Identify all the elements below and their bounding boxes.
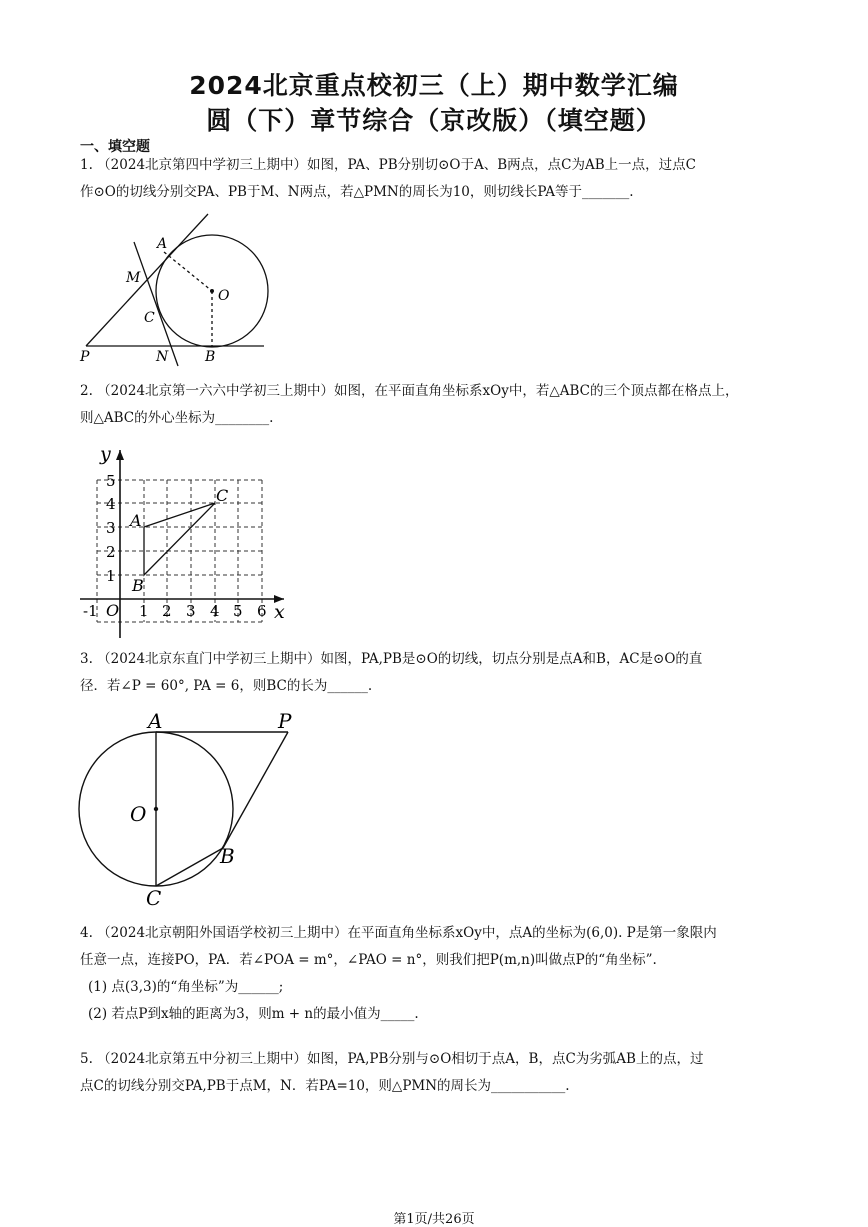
question-5 [80,1046,792,1100]
label-b: B [205,349,216,365]
origin-label: O [106,601,120,620]
radius-oa [164,252,212,291]
x-tick-label: 3 [186,602,196,620]
x-tick-label: 6 [257,602,267,620]
label-a: A [148,709,163,733]
question-3-line1: 3. （2024北京东直门中学初三上期中）如图，PA,PB是⊙O的切线，切点分别是点A和B，AC是⊙O的直 [80,651,703,667]
label-a: A [157,236,168,252]
question-1-line1: 1. （2024北京第四中学初三上期中）如图，PA、PB分别切⊙O于A、B两点，点C为AB上一点，过点C [80,157,697,173]
question-4 [80,920,792,1028]
question-1-line2: 作⊙O的切线分别交PA、PB于M、N两点，若△PMN的周长为10，则切线长PA等于_______. [80,184,634,200]
triangle-abc [144,503,215,575]
section-heading: 一、填空题 [80,139,150,155]
question-3-line2: 径．若∠P = 60°, PA = 6，则BC的长为______. [80,678,373,694]
x-tick-label: -1 [83,602,98,620]
question-4-part1: (1) 点(3,3)的“角坐标”为______; [88,979,284,995]
tangent-mn [134,242,178,366]
y-tick-label: 3 [106,519,116,537]
label-p: P [80,349,90,365]
question-4-line1: 4. （2024北京朝阳外国语学校初三上期中）在平面直角坐标系xOy中，点A的坐标为(6,0). P是第一象限内 [80,925,717,941]
question-1 [80,152,792,206]
point-a-label: A [130,511,142,530]
question-2 [80,378,792,432]
question-2-line2: 则△ABC的外心坐标为________. [80,410,274,426]
x-tick-label: 5 [233,602,243,620]
figure-3-tangent-diameter [78,708,308,908]
label-o: O [218,288,230,304]
x-tick-label: 4 [210,602,220,620]
question-4-part2: (2) 若点P到x轴的距离为3，则m + n的最小值为_____. [88,1006,419,1022]
center-point-o [210,289,214,293]
point-c-label: C [216,486,229,505]
document-title-line2: 圆（下）章节综合（京改版）（填空题） [206,106,662,135]
y-tick-label: 5 [106,472,116,490]
axis-y-label: y [100,443,111,465]
y-tick-label: 4 [106,495,116,513]
document-title-line1: 2024北京重点校初三（上）期中数学汇编 [189,71,679,100]
label-o: O [130,802,147,826]
label-p: P [278,709,292,733]
label-b: B [220,844,235,868]
figure-1-tangent-diagram [78,210,278,366]
center-point-o [154,807,158,811]
y-tick-label: 2 [106,543,116,561]
figure-2-coordinate-grid [78,442,298,642]
page-footer: 第1页/共26页 [393,1212,475,1227]
question-5-line1: 5. （2024北京第五中分初三上期中）如图，PA,PB分别与⊙O相切于点A，B，点C为劣弧AB上的点，过 [80,1051,704,1067]
axis-x-label: x [274,601,285,623]
tangent-pb [223,732,288,848]
grid-lines [97,480,262,622]
label-c: C [146,886,162,910]
x-tick-label: 2 [162,602,172,620]
label-n: N [156,349,169,365]
y-tick-labels [106,472,116,585]
y-tick-label: 1 [106,567,116,585]
x-tick-label: 1 [139,602,149,620]
chord-bc [156,848,223,886]
question-4-line2: 任意一点，连接PO，PA．若∠POA = m°，∠PAO = n°，则我们把P(m,n)叫做点P的“角坐标”. [80,952,657,968]
point-b-label: B [132,576,144,595]
question-2-line1: 2. （2024北京第一六六中学初三上期中）如图，在平面直角坐标系xOy中，若△ABC的三个顶点都在格点上， [80,383,739,399]
label-c: C [144,310,155,326]
question-5-line2: 点C的切线分别交PA,PB于点M，N．若PA=10，则△PMN的周长为___________. [80,1078,570,1094]
question-3 [80,646,792,700]
label-m: M [126,270,141,286]
y-axis-arrow [116,450,124,460]
